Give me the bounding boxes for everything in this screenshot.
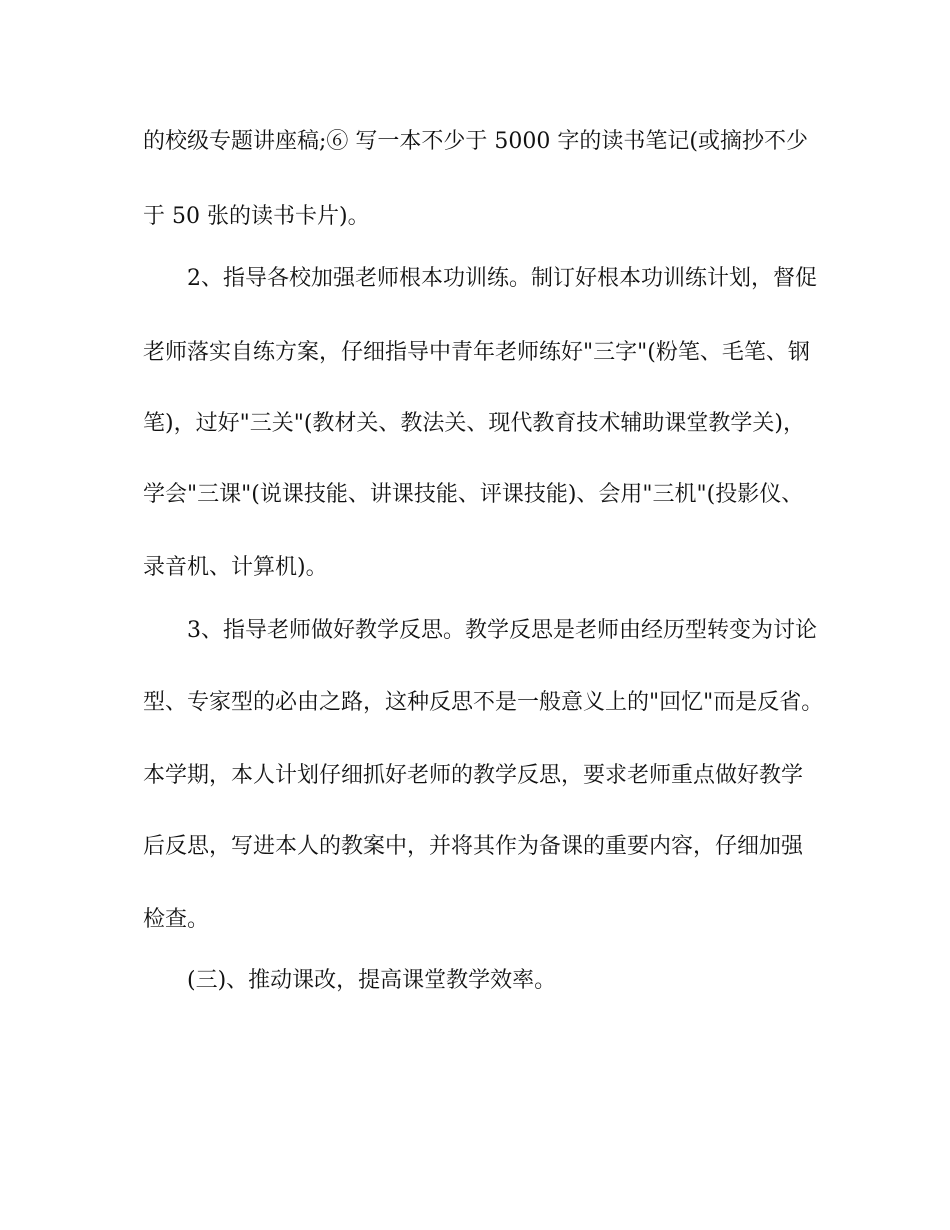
paragraph-line: 于 50 张的读书卡片)。 — [143, 204, 370, 229]
section-heading: (三)、推动课改，提高课堂教学效率。 — [187, 968, 557, 993]
paragraph-line: 老师落实自练方案，仔细指导中青年老师练好"三字"(粉笔、毛笔、钢 — [143, 340, 810, 365]
paragraph-line: 后反思，写进本人的教案中，并将其作为备课的重要内容，仔细加强 — [143, 834, 804, 859]
paragraph-line: 笔)，过好"三关"(教材关、教法关、现代教育技术辅助课堂教学关)， — [143, 411, 805, 436]
paragraph-line: 型、专家型的必由之路，这种反思不是一般意义上的"回忆"而是反省。 — [143, 690, 824, 715]
paragraph-line: 3、指导老师做好教学反思。教学反思是老师由经历型转变为讨论 — [187, 618, 817, 643]
paragraph-line: 本学期，本人计划仔细抓好老师的教学反思，要求老师重点做好教学 — [143, 763, 804, 788]
paragraph-line: 录音机、计算机)。 — [143, 555, 328, 580]
paragraph-line: 2、指导各校加强老师根本功训练。制订好根本功训练计划，督促 — [187, 266, 817, 291]
paragraph-line: 的校级专题讲座稿;⑥ 写一本不少于 5000 字的读书笔记(或摘抄不少 — [143, 129, 808, 154]
paragraph-line: 检查。 — [143, 907, 210, 932]
paragraph-line: 学会"三课"(说课技能、讲课技能、评课技能)、会用"三机"(投影仪、 — [143, 482, 804, 507]
